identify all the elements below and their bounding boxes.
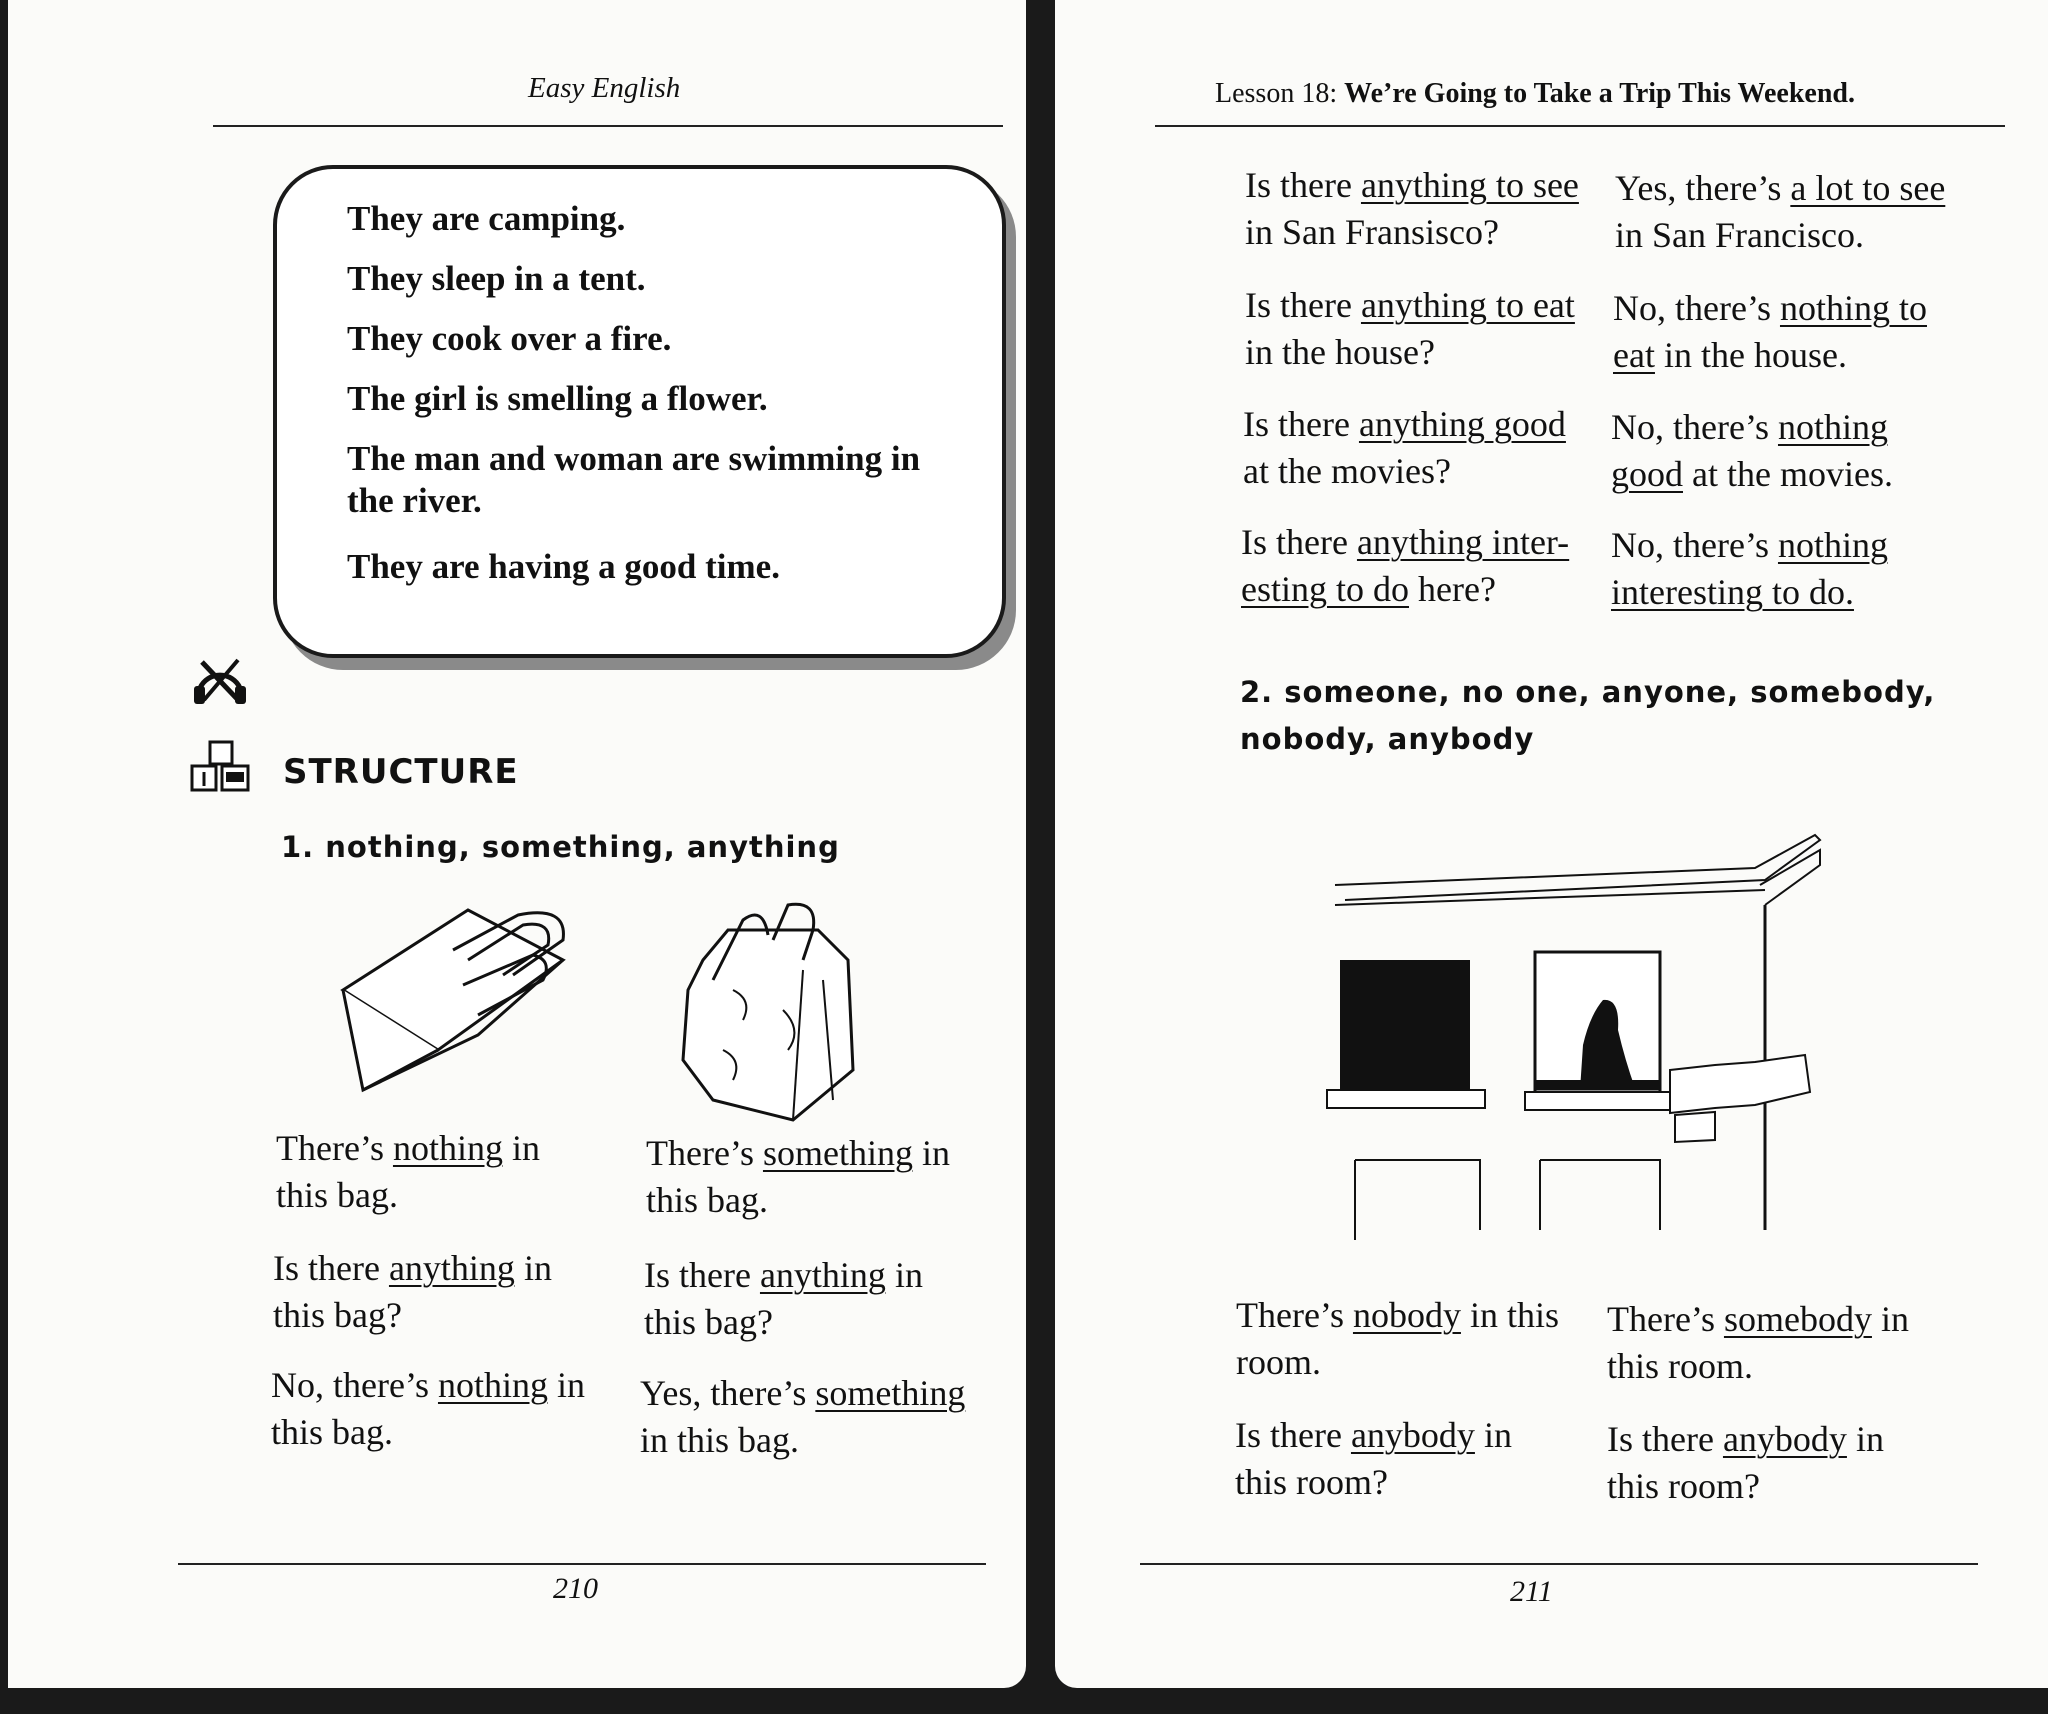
- headphones-icon: [190, 650, 250, 710]
- dialog-line: The girl is smelling a flower.: [347, 379, 768, 418]
- answer: No, there’s nothing interesting to do.: [1611, 525, 1888, 612]
- question: Is there anything good at the movies?: [1243, 404, 1566, 491]
- answer: Yes, there’s a lot to see in San Francisco.: [1615, 168, 1946, 255]
- example-sentence: Is there anything in this bag?: [644, 1255, 923, 1342]
- header-rule: [213, 125, 1003, 127]
- structure-item-heading: nobody, anybody: [1240, 722, 1535, 756]
- dialog-line: They cook over a fire.: [347, 319, 672, 358]
- blocks-icon: [188, 740, 252, 794]
- example-sentence: There’s somebody in this room.: [1607, 1299, 1909, 1386]
- right-page: [1055, 0, 2048, 1688]
- dialog-line: They are camping.: [347, 199, 626, 238]
- dialog-line: the river.: [347, 481, 482, 520]
- example-sentence: Is there anybody in this room?: [1235, 1415, 1512, 1502]
- running-head: Lesson 18: We’re Going to Take a Trip This Weekend.: [1215, 78, 1855, 109]
- example-sentence: Yes, there’s something in this bag.: [640, 1373, 966, 1460]
- structure-heading: STRUCTURE: [283, 752, 519, 792]
- structure-item-heading: 2. someone, no one, anyone, somebody,: [1240, 675, 1936, 709]
- dialog-line: The man and woman are swimming in: [347, 439, 921, 478]
- structure-item-heading: 1. nothing, something, anything: [281, 830, 840, 864]
- example-sentence: No, there’s nothing in this bag.: [271, 1365, 585, 1452]
- page-number: 211: [1510, 1575, 1553, 1608]
- question: Is there anything to see in San Fransisco?: [1245, 165, 1579, 252]
- answer: No, there’s nothing to eat in the house.: [1613, 288, 1927, 375]
- dialog-line: They sleep in a tent.: [347, 259, 646, 298]
- page-number: 210: [553, 1572, 598, 1605]
- empty-bag-illustration: [328, 900, 598, 1110]
- answer: No, there’s nothing good at the movies.: [1611, 407, 1893, 494]
- example-sentence: There’s nobody in this room.: [1236, 1295, 1559, 1382]
- running-head: Easy English: [528, 72, 681, 104]
- example-sentence: There’s nothing in this bag.: [276, 1128, 540, 1215]
- example-sentence: Is there anybody in this room?: [1607, 1419, 1884, 1506]
- header-rule: [1155, 125, 2005, 127]
- dialog-box: [273, 165, 1006, 658]
- building-illustration: [1335, 830, 1865, 1250]
- example-sentence: There’s something in this bag.: [646, 1133, 950, 1220]
- left-page: [8, 0, 1026, 1688]
- question: Is there anything inter- esting to do here?: [1241, 522, 1570, 609]
- dialog-line: They are having a good time.: [347, 547, 780, 586]
- question: Is there anything to eat in the house?: [1245, 285, 1575, 372]
- footer-rule: [1140, 1563, 1978, 1565]
- full-bag-illustration: [673, 900, 873, 1130]
- example-sentence: Is there anything in this bag?: [273, 1248, 552, 1335]
- footer-rule: [178, 1563, 986, 1565]
